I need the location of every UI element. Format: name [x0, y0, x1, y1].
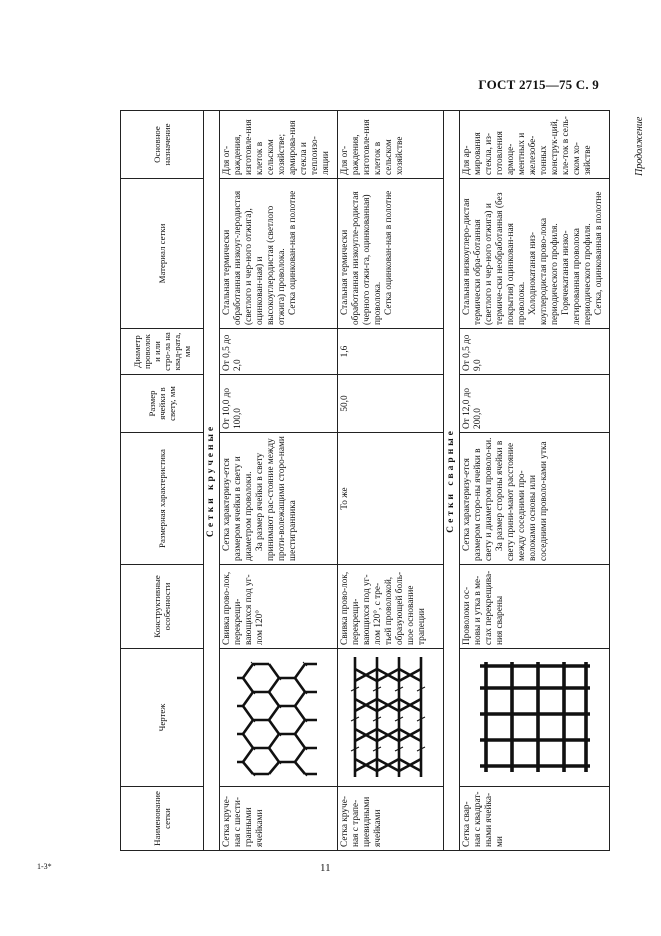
section-row-welded: [444, 111, 460, 851]
dimension-text: Сетка характеризу-ется размером сторо-ны ячейки в свету и диаметром проволо-ки.: [462, 437, 495, 561]
section-row-twisted: [204, 111, 220, 851]
features-cell: Свивка прово-лок, перекрещи-вающихся под уг-лом 120°: [220, 565, 338, 649]
dimension-text: Сетка характеризу-ется размером ячейки в свету и диаметром проволоки.: [222, 456, 255, 561]
page-number: 11: [320, 862, 331, 874]
material-text: Стальная термически обработанная низкоугле-родистая (черного отжи-га, оцинкованная) проволока.: [340, 191, 384, 325]
material-text-2: Холоднокатаная низ-коуглеродистая прово-лока периодического профиля.: [528, 218, 561, 325]
material-text-2: Сетка оцинкован-ная в полотне: [384, 190, 395, 315]
material-text: Стальная термически обработанная низкоуг-леродистая (светлого и чер-ного отжига), оцинкован-ная) и высокоуглеродистая (светлого отжига) проволока.: [222, 190, 288, 325]
drawing-cell: [338, 649, 444, 787]
wire-diameter: От 0,5 до 9,0: [460, 329, 610, 375]
material-text-2: Сетка оцинкован-ная в полотне: [288, 190, 299, 315]
footer-note: 1-3*: [37, 862, 52, 871]
table-row: [460, 111, 610, 851]
col-header-diameter: Диаметр проволоки или стро-ла на квад-рата, мм: [121, 329, 204, 375]
section-title-twisted: Сетки крученые: [204, 111, 220, 851]
material-cell: [460, 179, 610, 329]
col-header-name: Наименование сетки: [121, 787, 204, 851]
dimension-cell: То же: [338, 433, 444, 565]
col-header-cell-size: Размер ячейки в свету, мм: [121, 375, 204, 433]
purpose-cell: Для ар-мирования стекла, из-готовления армоце-ментных и железобе-тонных конструк-ций, кле-ток в сель-ском хо-зяйстве: [460, 111, 610, 179]
hexagonal-mesh-drawing: [233, 657, 325, 779]
table-header-row: [121, 111, 204, 851]
col-header-material: Материал сетки: [121, 179, 204, 329]
features-cell: Проволоки ос-новы и утка в ме-стах перекрещива-ния сварены: [460, 565, 610, 649]
col-header-drawing: Чертеж: [121, 649, 204, 787]
purpose-cell: Для ог-раждения, изготовле-ния клеток в сельском хозяйстве; армирова-ния стекла и теплоизо-ляции: [220, 111, 338, 179]
section-title-welded: Сетки сварные: [444, 111, 460, 851]
rotated-table-wrapper: [120, 111, 625, 851]
continuation-label: Продолжение: [634, 116, 645, 176]
dimension-cell: [220, 433, 338, 565]
dimension-cell: [460, 433, 610, 565]
trapezoid-mesh-drawing: [347, 654, 435, 782]
material-cell: [338, 179, 444, 329]
square-mesh-drawing: [476, 659, 594, 777]
wire-diameter: От 0,5 до 2,0: [220, 329, 338, 375]
mesh-name: Сетка свар-ная с квадрат-ными ячейка-ми: [460, 787, 610, 851]
material-text: Стальная низкоуглеро-дистая термически обра-ботанная (светлого и чер-ного отжига) и термиче-ски необработанная (без покрытия) оцинкован-ная проволока.: [462, 192, 528, 325]
dimension-text-2: За размер ячейки в свету принимают рас-стояние между проти-волежащими сторо-нами шестигранника: [255, 436, 299, 561]
wire-diameter: 1,6: [338, 329, 444, 375]
features-cell: Свивка прово-лок, перекрещи-вающихся под уг-лом 120°, с тре-тьей проволокой, образующей боль-шое основание трапеции: [338, 565, 444, 649]
col-header-features: Конструктивные особенности: [121, 565, 204, 649]
table-row: [220, 111, 338, 851]
drawing-cell: [220, 649, 338, 787]
col-header-purpose: Основное назначение: [121, 111, 204, 179]
drawing-cell: [460, 649, 610, 787]
material-text-3: Горячекатаная низко-легированная проволока периодического профиля.: [561, 223, 594, 325]
col-header-dimension: Размерная характеристика: [121, 433, 204, 565]
mesh-name: Сетка круче-ная с шести-гранными ячейками: [220, 787, 338, 851]
cell-size: 50,0: [338, 375, 444, 433]
mesh-table: [120, 110, 610, 851]
mesh-name: Сетка круче-ная с трапе-циевидными ячейками: [338, 787, 444, 851]
cell-size: От 12,0 до 200,0: [460, 375, 610, 433]
purpose-cell: Для ог-раждения, изготовле-ния клеток в сельском хозяйстве: [338, 111, 444, 179]
dimension-text-2: За размер стороны ячейки в свету прини-мают расстояние между соседними про-волоками основы или соседними проволо-ками утка: [495, 440, 550, 561]
table-row: [338, 111, 444, 851]
page-header: ГОСТ 2715—75 С. 9: [478, 77, 599, 92]
material-text-4: Сетка, оцинкованная в полотне: [594, 191, 605, 315]
cell-size: От 10,0 до 100,0: [220, 375, 338, 433]
material-cell: [220, 179, 338, 329]
